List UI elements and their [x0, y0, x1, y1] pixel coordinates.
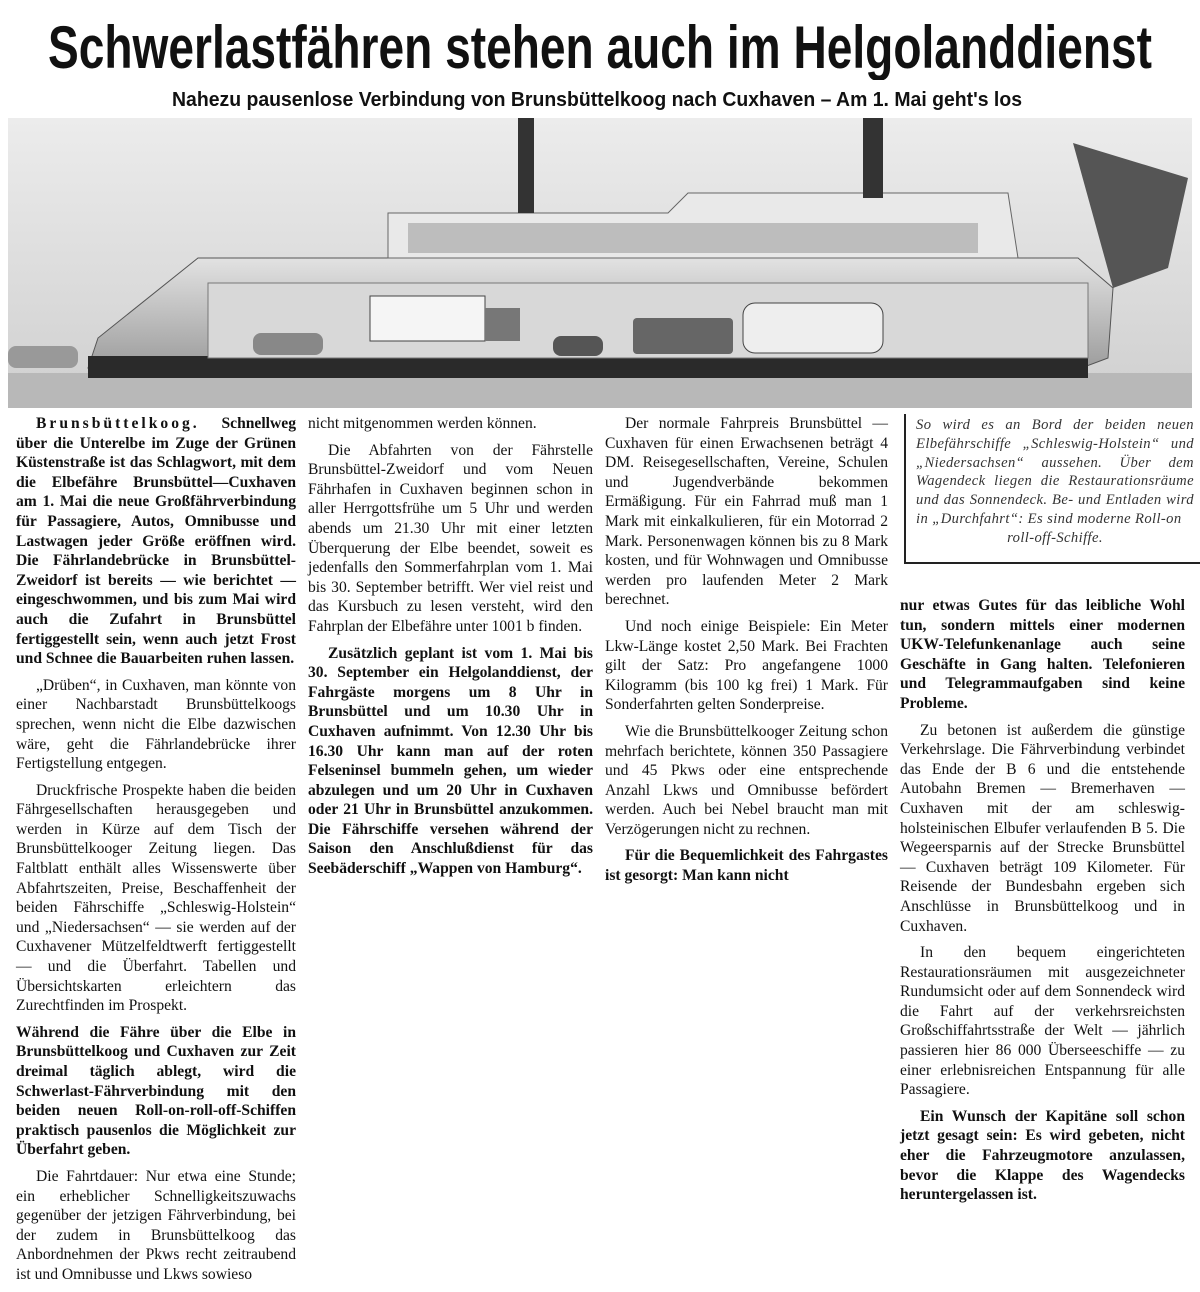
paragraph: Die Abfahrten von der Fährstelle Brunsbüttel-Zweidorf und vom Neuen Fährhafen in Cuxhaven beginnen schon in aller Herrgottsfrühe um 5 Uhr und werden abends um 21.30 Uhr mit einer letzten Überquerung der Elbe beendet, soweit es jedenfalls den Sommerfahrplan vom 1. Mai bis 30. September betrifft. Wer viel reist und das Kursbuch zu lesen versteht, wird den Fahrplan der Elbefähre unter 1001 b finden.	[308, 441, 593, 635]
dateline: Brunsbüttelkoog.	[36, 415, 200, 432]
paragraph-bold: Während die Fähre über die Elbe in Brunsbüttelkoog und Cuxhaven zur Zeit dreimal täglich ablegt, wird die Schwerlast-Fährverbindung mit den beiden neuen Roll-on-roll-off-Schiffen praktisch pausenlos die Möglichkeit zur Überfahrt geben.	[16, 1023, 296, 1159]
column-3	[605, 414, 888, 893]
paragraph: nicht mitgenommen werden können.	[308, 415, 537, 432]
column-4	[900, 596, 1185, 1212]
column-1	[16, 414, 296, 1292]
lead-text: Schnellweg über die Unterelbe im Zuge der Grünen Küstenstraße ist das Schlagwort, mit dem die Elbefähre Brunsbüttel—Cuxhaven am 1. Mai die neue Großfährverbindung für Passagiere, Autos, Omnibusse und Lastwagen jeder Größe eröffnen wird. Die Fährlandebrücke in Brunsbüttel-Zweidorf ist bereits — wie berichtet — eingeschwommen, und bis zum Mai wird auch die Zufahrt in Brunsbüttel fertiggestellt sein, wenn auch jetzt Frost und Schnee die Bauarbeiten ruhen lassen.	[16, 415, 296, 668]
lead-paragraph	[16, 414, 296, 669]
paragraph-bold: Ein Wunsch der Kapitäne soll schon jetzt gesagt sein: Es wird gebeten, nicht eher die Fahrzeugmotore anzulassen, bevor die Klappe des Wagendecks heruntergelassen ist.	[900, 1107, 1185, 1204]
paragraph-bold: Für die Bequemlichkeit des Fahrgastes ist gesorgt: Man kann nicht	[605, 847, 888, 885]
photo-caption	[904, 414, 1200, 564]
paragraph-bold: nur etwas Gutes für das leibliche Wohl tun, sondern mittels einer modernen UKW-Telefunkenanlage auch seine Geschäfte in Gang halten. Telefonieren und Telegrammaufgaben sind keine Probleme.	[900, 597, 1185, 712]
headline-text: Schwerlastfähren stehen auch im Helgolanddienst	[48, 14, 1153, 80]
paragraph: Der normale Fahrpreis Brunsbüttel — Cuxhaven für einen Erwachsenen beträgt 4 DM. Reisegesellschaften, Vereine, Schulen und Jugendverbände bekommen Ermäßigung. Für ein Fahrrad muß man 1 Mark mit einkalkulieren, für ein Motorrad 2 Mark. Personenwagen können bis zu 8 Mark kosten, und für Wohnwagen und Omnibusse werden pro laufenden Meter 2 Mark berechnet.	[605, 415, 888, 609]
paragraph: Die Fahrtdauer: Nur etwa eine Stunde; ein erheblicher Schnelligkeitszuwachs gegenüber der jetzigen Fährverbindung, bei der zudem in Brunsbüttelkoog das Anbordnehmen der Pkws recht zeitraubend ist und Omnibusse und Lkws sowieso	[16, 1167, 296, 1283]
paragraph: Druckfrische Prospekte haben die beiden Fährgesellschaften herausgegeben und werden in Kürze auf dem Tisch der Brunsbüttelkooger Zeitung liegen. Das Faltblatt enthält alles Wissenswerte über Abfahrtszeiten, Preise, Beschaffenheit der beiden Fährschiffe „Schleswig-Holstein“ und „Niedersachsen“ — sie werden auf der Cuxhavener Mützelfeldtwerft fertiggestellt — und die Überfahrt. Tabellen und Übersichtskarten erleichtern das Zurechtfinden im Prospekt.	[16, 781, 296, 1015]
paragraph: „Drüben“, in Cuxhaven, man könnte von einer Nachbarstadt Brunsbüttelkoogs sprechen, wenn nicht die Elbe dazwischen wäre, geht die Fährlandebrücke ihrer Fertigstellung entgegen.	[16, 676, 296, 773]
subheadline-text: Nahezu pausenlose Verbindung von Brunsbüttelkoog nach Cuxhaven – Am 1. Mai geht's los	[172, 89, 1022, 111]
ferry-illustration	[8, 118, 1192, 408]
caption-last-line: roll-off-Schiffe.	[1007, 529, 1103, 546]
caption-text: So wird es an Bord der beiden neuen Elbefährschiffe „Schleswig-Holstein“ und „Niedersachsen“ aussehen. Über dem Wagendeck liegen die Restaurationsräume und das Sonnendeck. Be- und Entladen wird in „Durchfahrt“: Es sind moderne Roll-on	[916, 417, 1194, 527]
paragraph-bold: Zusätzlich geplant ist vom 1. Mai bis 30. September ein Helgolanddienst, der Fahrgäste morgens um 8 Uhr in Brunsbüttel und um 10.30 Uhr in Cuxhaven aufnimmt. Von 12.30 Uhr bis 16.30 Uhr kann man auf der roten Felseninsel bummeln gehen, um wieder abzulegen und um 20 Uhr in Cuxhaven oder 21 Uhr in Brunsbüttel anzukommen. Die Fährschiffe versehen während der Saison den Anschlußdienst für das Seebäderschiff „Wappen von Hamburg“.	[308, 644, 593, 878]
subheadline	[160, 84, 1040, 114]
paragraph: In den bequem eingerichteten Restaurationsräumen mit ausgezeichneter Rundumsicht oder auf dem Sonnendeck wird die Fahrt auf der verkehrsreichsten Großschiffahrtsstraße der Welt — jährlich passieren hier 86 000 Überseeschiffe — zu einer erlebnisreichen Entspannung für alle Passagiere.	[900, 944, 1185, 1099]
headline	[40, 10, 1160, 80]
paragraph: Zu betonen ist außerdem die günstige Verkehrslage. Die Fährverbindung verbindet das Ende der B 6 und die entstehende Autobahn Bremen — Bremerhaven — Cuxhaven mit der am schleswig-holsteinischen Elbufer verlaufenden B 5. Die Wegeersparnis auf der Strecke Brunsbüttel — Cuxhaven beträgt 109 Kilometer. Für Reisende der Bundesbahn ergeben sich Anschlüsse in Brunsbüttelkoog und in Cuxhaven.	[900, 721, 1185, 935]
paragraph: Und noch einige Beispiele: Ein Meter Lkw-Länge kostet 2,50 Mark. Bei Frachten gilt der Satz: Pro angefangene 1000 Kilogramm (bis 100 kg frei) 1 Mark. Für Sonderfahrten gelten Sonderpreise.	[605, 617, 888, 714]
column-2	[308, 414, 593, 886]
paragraph: Wie die Brunsbüttelkooger Zeitung schon mehrfach berichtete, können 350 Passagiere und 45 Pkws oder eine entsprechende Anzahl Lkws und Omnibusse befördert werden. Auch bei Nebel braucht man mit Verzögerungen nicht zu rechnen.	[605, 722, 888, 838]
